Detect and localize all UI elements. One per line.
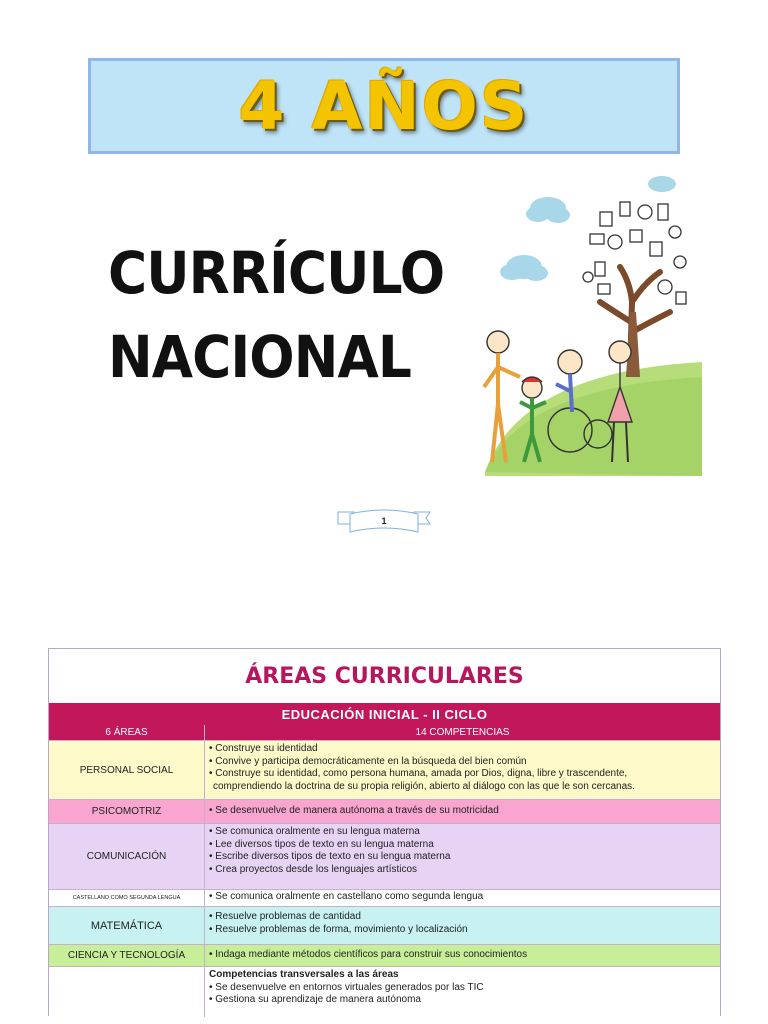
table-subtitle: EDUCACIÓN INICIAL - II CICLO (49, 703, 720, 725)
table-row (49, 799, 720, 823)
competency-item-continued: comprendiendo la doctrina de su propia religión, abierto al diálogo con las que le son cercanas. (213, 780, 635, 792)
table-title: ÁREAS CURRICULARES (245, 663, 524, 689)
table-row (49, 906, 720, 944)
area-label: COMUNICACIÓN (49, 824, 205, 889)
table-row (49, 944, 720, 966)
cover-title-line1: CURRÍCULO (108, 239, 445, 307)
competency-item: • Indaga mediante métodos científicos para construir sus conocimientos (209, 949, 527, 962)
competency-item: • Se desenvuelve de manera autónoma a través de su motricidad (209, 805, 499, 818)
header-areas: 6 ÁREAS (49, 725, 205, 740)
competency-item: • Convive y participa democráticamente en la búsqueda del bien común (209, 756, 716, 769)
competency-item: • Escribe diversos tipos de texto en su lengua materna (209, 851, 716, 864)
area-label: PERSONAL SOCIAL (49, 741, 205, 799)
competency-item: • Resuelve problemas de cantidad (209, 911, 716, 924)
table-header (49, 725, 720, 740)
table-row (49, 823, 720, 889)
competency-item: • Construye su identidad, como persona humana, amada por Dios, digna, libre y trascendente, (209, 768, 716, 781)
area-label: CASTELLANO COMO SEGUNDA LENGUA (49, 890, 205, 906)
curricular-areas-table (48, 648, 721, 1016)
competency-item: • Crea proyectos desde los lenguajes artísticos (209, 864, 716, 877)
area-label: MATEMÁTICA (49, 907, 205, 944)
competency-item: • Construye su identidad (209, 743, 716, 756)
competency-item: • Resuelve problemas de forma, movimiento y localización (209, 924, 716, 937)
competency-item: • Se comunica oralmente en castellano como segunda lengua (209, 891, 716, 904)
competency-item: • Se desenvuelve en entornos virtuales generados por las TIC (209, 982, 716, 995)
cover-title-line2: NACIONAL (108, 323, 411, 391)
area-label-empty (49, 967, 205, 1017)
page-title: 4 AÑOS (238, 67, 530, 145)
title-banner (88, 58, 680, 154)
area-label: PSICOMOTRIZ (49, 800, 205, 823)
cover-title (108, 239, 445, 391)
table-row (49, 740, 720, 799)
children-tree-illustration-icon (480, 172, 702, 476)
page-number: 1 (381, 516, 387, 526)
table-row (49, 889, 720, 906)
table-row-transversal (49, 966, 720, 1017)
area-label: CIENCIA Y TECNOLOGÍA (49, 945, 205, 966)
competency-item: • Gestiona su aprendizaje de manera autónoma (209, 994, 716, 1007)
competency-item: • Se comunica oralmente en su lengua materna (209, 826, 716, 839)
transversal-heading: Competencias transversales a las áreas (209, 969, 399, 980)
header-competencies: 14 COMPETENCIAS (415, 727, 510, 738)
competency-item: • Lee diversos tipos de texto en su lengua materna (209, 839, 716, 852)
